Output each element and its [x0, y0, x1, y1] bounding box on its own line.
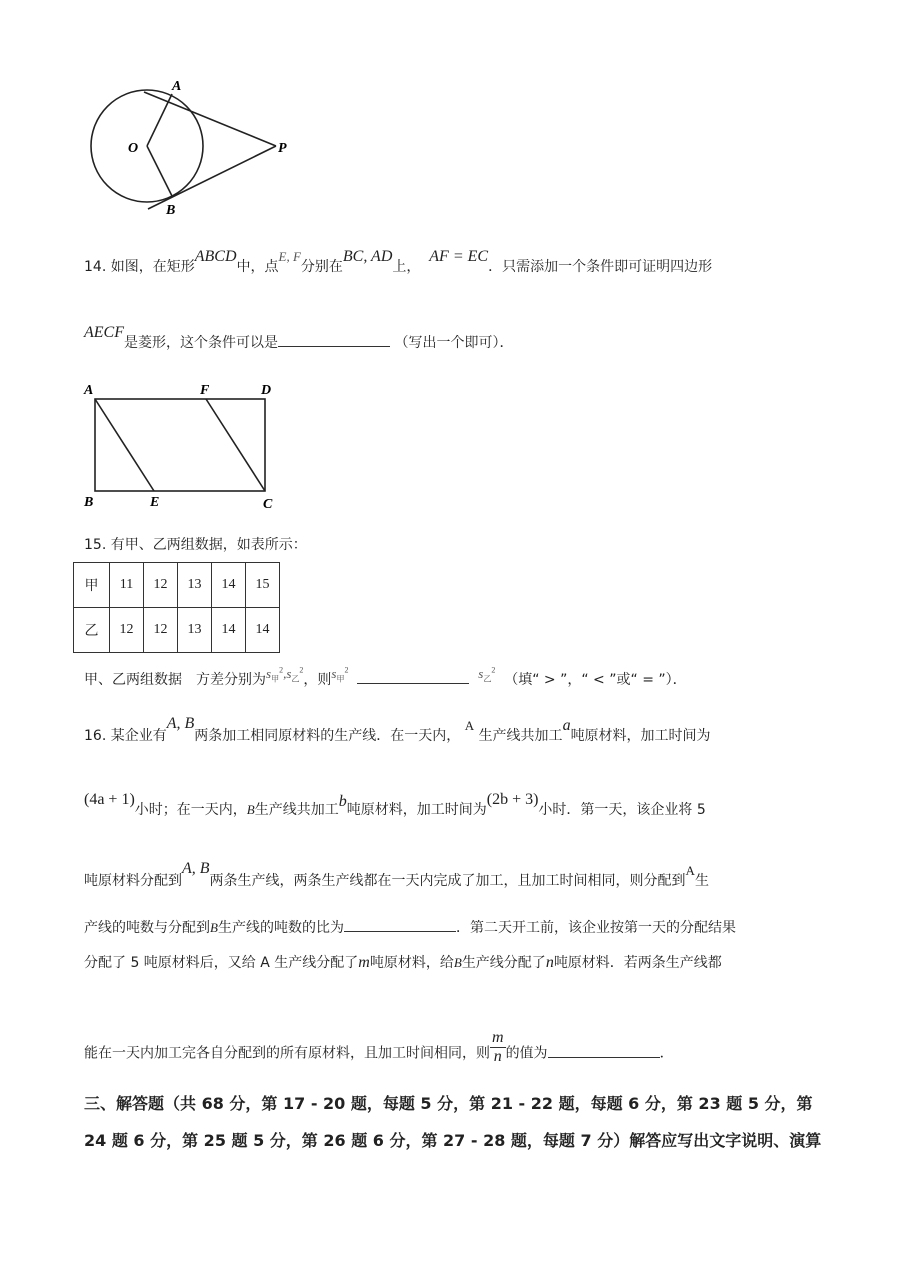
table-cell: 13 [178, 608, 212, 653]
fraction-m-over-n: $\frac{m}{n}$ [492, 1029, 504, 1065]
table-cell: 14 [212, 608, 246, 653]
table-cell: 14 [212, 563, 246, 608]
q16-line5: 分配了 5 吨原材料后，又给 A 生产线分配了m吨原材料，给B生产线分配了n吨原材料．若两条生产线都 [84, 954, 722, 971]
table-cell: 14 [246, 608, 280, 653]
label-b: B [84, 495, 94, 510]
table-cell: 12 [144, 563, 178, 608]
label-c: C [263, 497, 273, 510]
circle-tangent-figure [80, 76, 310, 221]
q16-line3: 吨原材料分配到A, B两条生产线，两条生产线都在一天内完成了加工，且加工时间相同，则分配到A生 [84, 860, 709, 889]
q15-variance-line: 甲、乙两组数据 方差分别为$s_甲^2,s_乙^2$，则$s_甲^2$ $s_乙^2$ （填“ > ”，“ < ”或“ = ”）． [84, 665, 687, 688]
table-cell: 12 [144, 608, 178, 653]
table-cell: 13 [178, 563, 212, 608]
row-label: 甲 [74, 563, 110, 608]
label-o: O [128, 141, 139, 156]
label-p: P [278, 141, 287, 156]
q16-line2: (4a + 1)小时；在一天内，B生产线共加工b吨原材料，加工时间为(2b + 3)小时．第一天，该企业将 5 [84, 791, 706, 818]
rectangle-abcd [95, 399, 265, 491]
label-d: D [261, 383, 272, 398]
q16-ratio-blank[interactable] [344, 919, 456, 932]
label-a: A [172, 79, 182, 94]
segment-ae [95, 399, 154, 491]
label-f: F [200, 383, 210, 398]
q15-answer-blank[interactable] [357, 671, 469, 684]
row-label: 乙 [74, 608, 110, 653]
table-cell: 15 [246, 563, 280, 608]
label-a: A [84, 383, 94, 398]
label-b: B [166, 203, 176, 218]
radius-ob [147, 146, 172, 196]
q16-line6: 能在一天内加工完各自分配到的所有原材料，且加工时间相同，则 $\frac{m}{n}$ 的值为 ． [84, 1029, 674, 1065]
rectangle-figure [80, 380, 280, 510]
table-cell: 11 [110, 563, 144, 608]
q16-line4: 产线的吨数与分配到B生产线的吨数的比为 ．第二天开工前，该企业按第一天的分配结果 [84, 920, 736, 936]
q14-line1: 14. 如图，在矩形ABCD中，点E, F分别在BC, AD上， AF = EC．只需添加一个条件即可证明四边形 [84, 248, 713, 275]
data-table [73, 562, 280, 653]
table-cell: 12 [110, 608, 144, 653]
q14-line2: AECF是菱形，这个条件可以是 （写出一个即可）． [84, 324, 514, 351]
table-row [74, 608, 280, 653]
q16-value-blank[interactable] [548, 1045, 660, 1058]
section3-line1: 三、解答题（共 68 分，第 17 - 20 题，每题 5 分，第 21 - 22 题，每题 6 分，第 23 题 5 分，第 [84, 1094, 813, 1113]
q14-answer-blank[interactable] [278, 334, 390, 347]
segment-fc [206, 399, 265, 491]
tangent-pa [144, 92, 276, 146]
label-e: E [150, 495, 160, 510]
q15-intro: 15. 有甲、乙两组数据，如表所示： [84, 537, 307, 553]
radius-oa [147, 94, 172, 146]
tangent-pb [148, 146, 276, 209]
q16-line1: 16. 某企业有A, B两条加工相同原材料的生产线．在一天内， A 生产线共加工a吨原材料，加工时间为 [84, 715, 711, 744]
table-row [74, 563, 280, 608]
section3-line2: 24 题 6 分，第 25 题 5 分，第 26 题 6 分，第 27 - 28 题，每题 7 分）解答应写出文字说明、演算 [84, 1131, 822, 1150]
